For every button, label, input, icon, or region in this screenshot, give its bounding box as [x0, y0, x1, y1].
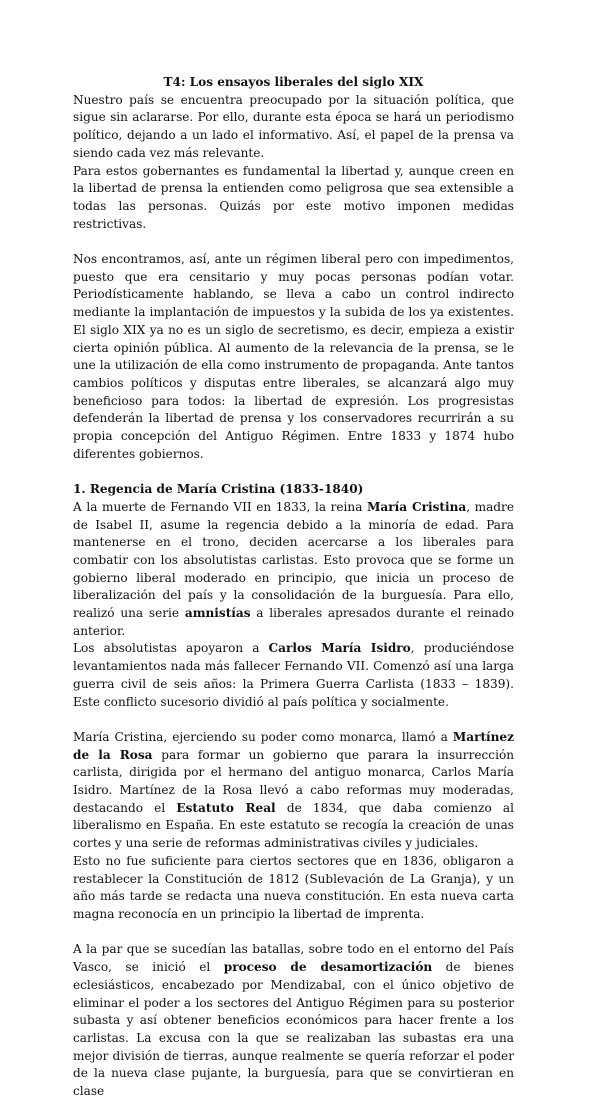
- highlight-proceso-desamortizacion: proceso de desamortización: [223, 960, 433, 975]
- section-heading: 1. Regencia de María Cristina (1833-1840): [73, 482, 364, 497]
- paragraph-gap: [73, 463, 514, 481]
- section-paragraph-5: A la par que se sucedían las batallas, sobre todo en el entorno del País Vasco, se inició el proceso de desamortización de bienes eclesiásticos, encabezado por Mendizabal, con el único objetivo de eliminar el poder a los sectores del Antiguo Régimen para su posterior subasta y así obtener beneficios económicos para hacer frente a los carlistas. La excusa con la que se realizaban las subastas era una mejor división de tierras, aunque realmente se quería reforzar el poder de la nueva clase pujante, la burguesía, para que se convirtieran en clase: [73, 942, 514, 1099]
- section-paragraph-3: María Cristina, ejerciendo su poder como monarca, llamó a Martínez de la Rosa para formar un gobierno que parara la insurrección carlista, dirigida por el hermano del antiguo monarca, Carlos María Isidro. Martínez de la Rosa llevó a cabo reformas muy moderadas, destacando el Estatuto Real de 1834, que daba comienzo al liberalismo en España. En este estatuto se recogía la creación de unas cortes y una serie de reformas administrativas civiles y judiciales.: [73, 729, 515, 851]
- paragraph-gap: [73, 233, 514, 251]
- intro-paragraph-2: Para estos gobernantes es fundamental la libertad y, aunque creen en la libertad de prensa la entienden como peligrosa que sea extensible a todas las personas. Quizás por este motivo imponen medidas restrictivas.: [73, 163, 514, 231]
- highlight-maria-cristina: María Cristina: [367, 499, 467, 514]
- intro-paragraph-1: Nuestro país se encuentra preocupado por la situación política, que sigue sin aclararse. Por ello, durante esta época se hará un periodismo político, dejando a un lado el informativo. Así, el papel de la prensa va siendo cada vez más relevante.: [73, 92, 514, 160]
- highlight-amnistias: amnistías: [184, 606, 251, 621]
- section-paragraph-2: Los absolutistas apoyaron a Carlos María Isidro, produciéndose levantamientos nada más fallecer Fernando VII. Comenzó así una larga guerra civil de seis años: la Primera Guerra Carlista (1833 – 1839). Este conflicto sucesorio dividió al país política y socialmente.: [73, 641, 514, 709]
- highlight-martinez-de-la-rosa: Martínez de la Rosa: [73, 729, 514, 762]
- page-title: T4: Los ensayos liberales del siglo XIX: [163, 75, 424, 89]
- section-paragraph-4: Esto no fue suficiente para ciertos sectores que en 1836, obligaron a restablecer la Constitución de 1812 (Sublevación de La Granja), y un año más tarde se redacta una nueva constitución. En esta nueva carta magna reconocía en un principio la libertad de imprenta.: [73, 853, 514, 921]
- paragraph-gap: [73, 924, 514, 942]
- highlight-estatuto-real: Estatuto Real: [176, 800, 276, 815]
- intro-paragraph-3: Nos encontramos, así, ante un régimen liberal pero con impedimentos, puesto que era censitario y muy pocas personas podían votar. Periodísticamente hablando, se lleva a cabo un control indirecto mediante la implantación de impuestos y la subida de los ya existentes. El siglo XIX ya no es un siglo de secretismo, es decir, empieza a existir cierta opinión pública. Al aumento de la relevancia de la prensa, se le une la utilización de ella como instrumento de propaganda. Ante tantos cambios políticos y disputas entre liberales, se alcanzará algo muy beneficioso para todos: la libertad de expresión. Los progresistas defenderán la libertad de prensa y los conservadores recurrirán a su propia concepción del Antiguo Régimen. Entre 1833 y 1874 hubo diferentes gobiernos.: [73, 252, 514, 461]
- section-paragraph-1: A la muerte de Fernando VII en 1833, la reina María Cristina, madre de Isabel II, asume la regencia debido a la minoría de edad. Para mantenerse en el trono, deciden acercarse a los liberales para combatir con los absolutistas carlistas. Esto provoca que se forme un gobierno liberal moderado en principio, que inicia un proceso de liberalización del país y la consolidación de la burguesía. Para ello, realizó una serie amnistías a liberales apresados durante el reinado anterior.: [73, 499, 514, 638]
- paragraph-gap: [73, 711, 514, 729]
- highlight-carlos-maria-isidro: Carlos María Isidro: [268, 641, 411, 656]
